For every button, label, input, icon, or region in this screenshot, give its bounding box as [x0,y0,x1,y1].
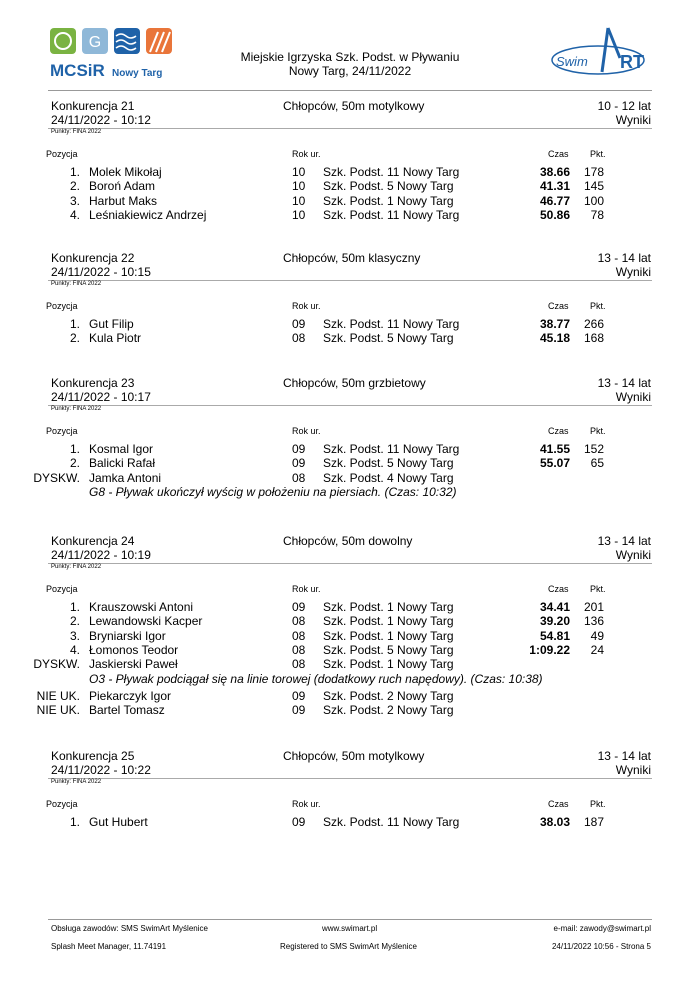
swimmer-yob: 09 [292,815,306,829]
swimmer-yob: 08 [292,642,306,657]
swimmer-yob: 09 [292,317,306,331]
col-header-time: Czas [548,584,569,594]
result-row [0,689,700,703]
swimmer-club: Szk. Podst. 11 Nowy Targ [323,815,460,829]
result-rank: 2. [69,456,80,471]
swimmer-name: Harbut Maks [89,193,158,208]
result-time: 41.31 [539,179,570,194]
col-header-time: Czas [548,799,569,809]
col-header-position: Pozycja [46,584,78,594]
col-header-yob: Rok ur. [292,584,321,594]
swimmer-club: Szk. Podst. 11 Nowy Targ [323,165,460,179]
swimmer-name: Gut Hubert [89,815,148,829]
footer-divider [48,919,652,920]
swimmer-name: Leśniakiewicz Andrzej [89,207,207,222]
col-header-time: Czas [548,426,569,436]
title-line-1: Miejskie Igrzyska Szk. Podst. w Pływaniu [240,50,460,64]
result-rank: 4. [69,207,80,222]
result-time: 50.86 [539,207,570,222]
event-datetime: 24/11/2022 - 10:17 [51,390,151,404]
event-kind: Wyniki [615,763,651,777]
col-header-position: Pozycja [46,799,78,809]
result-rank: 2. [69,179,80,194]
swimmer-yob: 08 [292,470,306,485]
swimmer-club: Szk. Podst. 11 Nowy Targ [323,207,460,222]
result-rank: 2. [69,331,80,346]
event-divider [48,563,652,564]
event-datetime: 24/11/2022 - 10:19 [51,548,151,562]
page-title [200,50,500,78]
result-row [0,456,700,470]
result-row [0,614,700,628]
col-header-time: Czas [548,149,569,159]
event-datetime: 24/11/2022 - 10:15 [51,265,151,279]
swimmer-club: Szk. Podst. 11 Nowy Targ [323,442,460,456]
swimmer-club: Szk. Podst. 1 Nowy Targ [323,628,454,643]
swimmer-name: Bryniarski Igor [89,628,166,643]
swimmer-yob: 08 [292,331,306,346]
result-time: 38.66 [539,165,570,179]
col-header-position: Pozycja [46,426,78,436]
event-kind: Wyniki [615,113,651,127]
event-age-group: 13 - 14 lat [597,376,651,390]
event-name: Konkurencja 22 [51,251,135,265]
event-name: Konkurencja 25 [51,749,135,763]
result-points: 49 [590,628,604,643]
footer-email[interactable]: e-mail: zawody@swimart.pl [553,924,651,933]
result-rank: 1. [69,165,80,179]
result-rank: 1. [69,815,80,829]
event-divider [48,778,652,779]
swimmer-club: Szk. Podst. 5 Nowy Targ [323,642,454,657]
result-rank: DYSKW. [33,470,80,485]
result-rank: 3. [69,628,80,643]
col-header-position: Pozycja [46,149,78,159]
event-datetime: 24/11/2022 - 10:12 [51,113,151,127]
swimart-logo [548,24,658,82]
swimmer-club: Szk. Podst. 5 Nowy Targ [323,331,454,346]
result-points: 24 [590,642,604,657]
title-line-2: Nowy Targ, 24/11/2022 [288,64,412,78]
col-header-points: Pkt. [590,301,606,311]
event-divider [48,405,652,406]
swimmer-club: Szk. Podst. 4 Nowy Targ [323,470,454,485]
col-header-points: Pkt. [590,584,606,594]
result-points: 266 [583,317,604,331]
result-points: 136 [583,614,604,629]
col-header-yob: Rok ur. [292,799,321,809]
result-row [0,331,700,345]
result-points: 152 [583,442,604,456]
svg-text:G: G [88,34,102,51]
result-row [0,600,700,614]
mcsir-logo [46,26,186,84]
result-rank: 4. [69,642,80,657]
swimmer-yob: 08 [292,628,306,643]
swimmer-name: Łomonos Teodor [89,642,179,657]
swimmer-yob: 09 [292,702,306,717]
result-rank: 1. [69,317,80,331]
result-rank: 3. [69,193,80,208]
result-time: 46.77 [539,193,570,208]
swimmer-yob: 10 [292,179,306,194]
result-rank: 2. [69,614,80,629]
event-description: Chłopców, 50m motylkowy [283,749,425,763]
swimmer-name: Lewandowski Kacper [89,614,203,629]
result-rank: DYSKW. [33,657,80,672]
swimmer-name: Kosmal Igor [89,442,154,456]
result-points: 145 [583,179,604,194]
swimmer-name: Jaskierski Paweł [89,657,178,672]
result-points: 187 [583,815,604,829]
swimmer-name: Bartel Tomasz [89,702,165,717]
swimmer-name: Gut Filip [89,317,134,331]
col-header-points: Pkt. [590,426,606,436]
result-points: 65 [590,456,604,471]
result-row [0,657,700,671]
footer-website[interactable]: www.swimart.pl [322,924,378,933]
result-rank: NIE UK. [36,688,80,703]
result-row [0,471,700,485]
header-divider [48,90,652,91]
result-row [0,442,700,456]
swimmer-club: Szk. Podst. 1 Nowy Targ [323,657,454,672]
swimmer-yob: 08 [292,614,306,629]
swimmer-yob: 08 [292,657,306,672]
swimmer-name: Krauszowski Antoni [89,600,194,614]
disqualification-note: O3 - Pływak podciągał się na linie torowej (dodatkowy ruch napędowy). (Czas: 10:38) [89,671,543,686]
event-description: Chłopców, 50m motylkowy [283,99,425,113]
swimmer-name: Balicki Rafał [89,456,156,471]
swimmer-yob: 10 [292,193,306,208]
swimmer-yob: 09 [292,442,306,456]
event-name: Konkurencja 21 [51,99,135,113]
points-label: Punkty: FINA 2022 [51,564,102,570]
result-time: 34.41 [539,600,570,614]
swimmer-yob: 10 [292,165,306,179]
swimmer-name: Molek Mikołaj [89,165,162,179]
svg-text:RT: RT [620,52,644,72]
event-kind: Wyniki [615,548,651,562]
result-points: 201 [583,600,604,614]
mcsir-logo-text: MCSiR [50,61,105,80]
result-row [0,165,700,179]
swimmer-club: Szk. Podst. 2 Nowy Targ [323,702,454,717]
footer-organizer: Obsługa zawodów: SMS SwimArt Myślenice [51,924,208,933]
event-description: Chłopców, 50m grzbietowy [283,376,426,390]
swimmer-yob: 09 [292,456,306,471]
result-rank: NIE UK. [36,702,80,717]
result-time: 39.20 [539,614,570,629]
event-name: Konkurencja 23 [51,376,135,390]
col-header-yob: Rok ur. [292,149,321,159]
points-label: Punkty: FINA 2022 [51,779,102,785]
result-row [0,179,700,193]
col-header-yob: Rok ur. [292,301,321,311]
result-time: 54.81 [539,628,570,643]
swimmer-club: Szk. Podst. 5 Nowy Targ [323,456,454,471]
footer-page: 24/11/2022 10:56 - Strona 5 [551,942,651,951]
points-label: Punkty: FINA 2022 [51,281,102,287]
mcsir-logo-sub: Nowy Targ [112,68,163,79]
col-header-points: Pkt. [590,149,606,159]
event-divider [48,280,652,281]
event-age-group: 13 - 14 lat [597,534,651,548]
result-row [0,194,700,208]
result-time: 41.55 [539,442,570,456]
result-time: 55.07 [539,456,570,471]
result-points: 178 [583,165,604,179]
swimmer-name: Jamka Antoni [89,470,162,485]
event-datetime: 24/11/2022 - 10:22 [51,763,151,777]
result-time: 38.03 [539,815,570,829]
result-points: 168 [583,331,604,346]
event-kind: Wyniki [615,390,651,404]
event-age-group: 10 - 12 lat [597,99,651,113]
result-points: 100 [583,193,604,208]
swimmer-name: Boroń Adam [89,179,156,194]
col-header-position: Pozycja [46,301,78,311]
footer-software: Splash Meet Manager, 11.74191 [51,942,167,951]
result-row [0,703,700,717]
event-kind: Wyniki [615,265,651,279]
swimmer-club: Szk. Podst. 1 Nowy Targ [323,193,454,208]
result-rank: 1. [69,600,80,614]
points-label: Punkty: FINA 2022 [51,129,102,135]
event-name: Konkurencja 24 [51,534,135,548]
swimmer-yob: 09 [292,600,306,614]
col-header-time: Czas [548,301,569,311]
result-time: 1:09.22 [529,642,570,657]
event-age-group: 13 - 14 lat [597,251,651,265]
swimmer-club: Szk. Podst. 5 Nowy Targ [323,179,454,194]
swimmer-club: Szk. Podst. 1 Nowy Targ [323,614,454,629]
svg-text:Swim: Swim [556,54,588,69]
result-row [0,629,700,643]
disqualification-note: G8 - Pływak ukończył wyścig w położeniu na piersiach. (Czas: 10:32) [89,484,457,499]
footer-registered: Registered to SMS SwimArt Myślenice [280,942,417,951]
event-divider [48,128,652,129]
col-header-yob: Rok ur. [292,426,321,436]
result-points: 78 [590,207,604,222]
result-row [0,208,700,222]
result-time: 38.77 [539,317,570,331]
result-rank: 1. [69,442,80,456]
result-time: 45.18 [539,331,570,346]
swimmer-name: Kula Piotr [89,331,142,346]
event-description: Chłopców, 50m klasyczny [283,251,421,265]
swimmer-yob: 10 [292,207,306,222]
event-description: Chłopców, 50m dowolny [283,534,413,548]
event-age-group: 13 - 14 lat [597,749,651,763]
result-row [0,815,700,829]
result-row [0,317,700,331]
result-row [0,643,700,657]
swimmer-yob: 09 [292,688,306,703]
swimmer-name: Piekarczyk Igor [89,688,172,703]
col-header-points: Pkt. [590,799,606,809]
swimmer-club: Szk. Podst. 2 Nowy Targ [323,688,454,703]
swimmer-club: Szk. Podst. 1 Nowy Targ [323,600,454,614]
swimmer-club: Szk. Podst. 11 Nowy Targ [323,317,460,331]
points-label: Punkty: FINA 2022 [51,406,102,412]
